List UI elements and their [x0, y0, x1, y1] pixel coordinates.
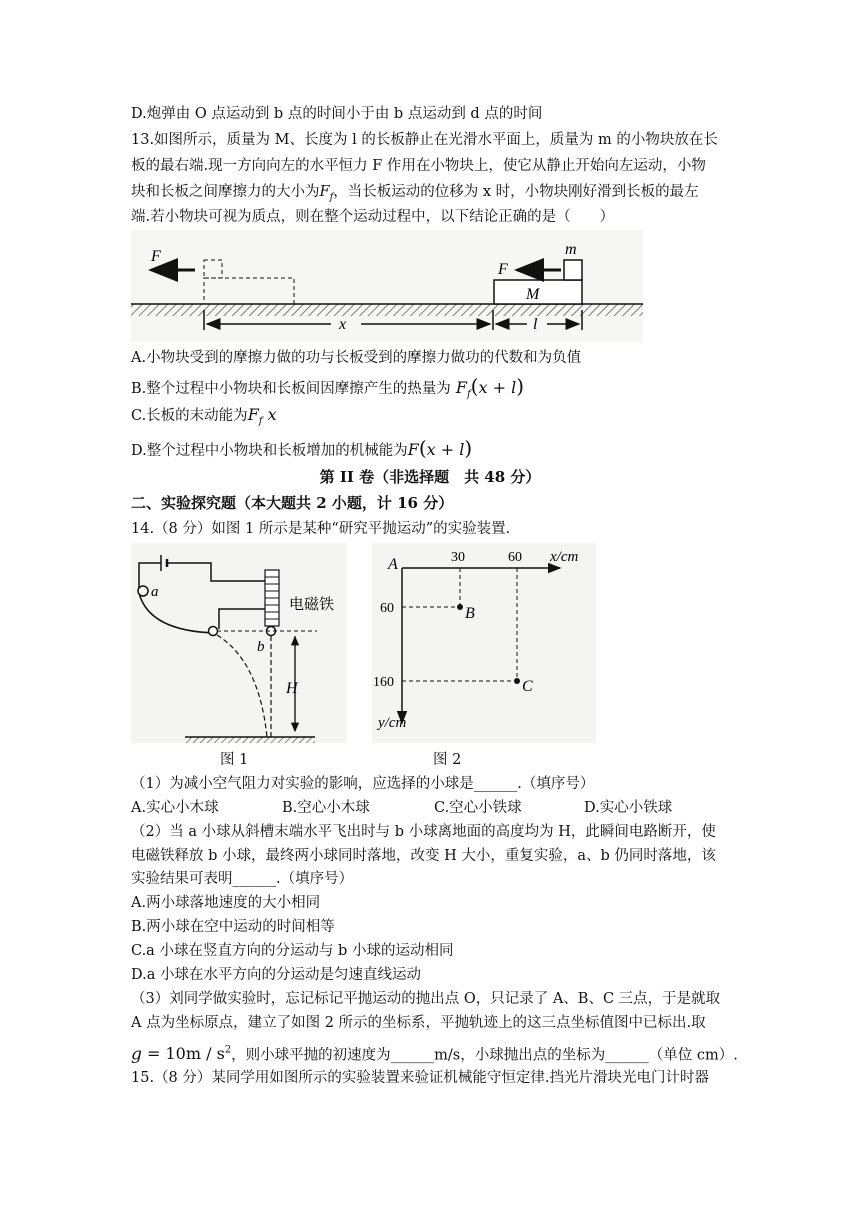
q14-part2-line2: 电磁铁释放 b 小球，最终两小球同时落地，改变 H 大小，重复实验，a、b 仍同时落地，该	[131, 848, 716, 864]
q14-p2-opt-b: B.两小球在空中运动的时间相等	[131, 919, 335, 935]
x-tick-30: 30	[451, 550, 465, 565]
q13-option-a: A.小物块受到的摩擦力做的功与长板受到的摩擦力做功的代数和为负值	[131, 350, 582, 366]
q13-block-board-figure	[131, 230, 643, 342]
fig2-coordinate-plot	[372, 543, 596, 743]
q14-part3-line3-text: ，则小球平抛的初速度为______m/s，小球抛出点的坐标为______（单位 cm）.	[231, 1047, 738, 1064]
q13-stem-line3b: ，当长板运动的位移为 x 时，小物块刚好滑到长板的最左	[333, 184, 699, 200]
point-b	[457, 604, 463, 610]
q14-part2-line1: （2）当 a 小球从斜槽末端水平飞出时与 b 小球离地面的高度均为 H，此瞬间电路断开，使	[131, 824, 716, 840]
friction-symbol: $F_f$	[319, 184, 334, 203]
y-axis-label: y/cm	[378, 715, 407, 731]
option-c-formula: $F_f$ x	[247, 405, 277, 428]
q14-p2-opt-d: D.a 小球在水平方向的分运动是匀速直线运动	[131, 967, 421, 983]
force-label-right: F	[498, 261, 508, 278]
length-label: l	[533, 316, 538, 333]
q14-p2-opt-a: A.两小球落地速度的大小相同	[131, 895, 321, 911]
q13-option-d	[131, 436, 472, 463]
height-label: H	[286, 680, 298, 697]
option-b-formula: $F_f(x + l)$	[450, 374, 524, 401]
q14-p1-opt-a: A.实心小木球	[131, 800, 219, 816]
ground-surface	[131, 304, 643, 316]
q13-option-b-text: B.整个过程中小物块和长板间因摩擦产生的热量为	[131, 381, 451, 397]
small-block	[564, 260, 582, 280]
x-axis-label: x/cm	[550, 549, 579, 565]
y-tick-160: 160	[373, 675, 394, 690]
force-label-left: F	[151, 248, 161, 265]
q14-p2-opt-c: C.a 小球在竖直方向的分运动与 b 小球的运动相同	[131, 943, 454, 959]
q14-stem: 14.（8 分）如图 1 所示是某种“研究平抛运动”的实验装置.	[131, 521, 511, 537]
block-mass-label: m	[565, 241, 577, 258]
q13-stem-line2: 板的最右端.现一方向向左的水平恒力 F 作用在小物块上，使它从静止开始向左运动，小物	[131, 158, 706, 174]
q13-option-c-text: C.长板的末动能为	[131, 408, 248, 424]
q13-stem-line1: 13.如图所示，质量为 M、长度为 l 的长板静止在光滑水平面上，质量为 m 的小物块放在长	[131, 132, 718, 148]
board-mass-label: M	[526, 286, 540, 303]
fig2-caption: 图 2	[433, 752, 462, 768]
q14-part1: （1）为减小空气阻力对实验的影响，应选择的小球是______.（填序号）	[131, 776, 595, 792]
x-tick-60: 60	[508, 550, 522, 565]
q13-option-d-text: D.整个过程中小物块和长板增加的机械能为	[131, 443, 408, 459]
electromagnet-label: 电磁铁	[289, 595, 335, 613]
q14-part2-line3: 实验结果可表明______.（填序号）	[131, 871, 354, 887]
displacement-label: x	[339, 316, 347, 333]
q14-part3-line3: $g = 10m / s^2$，则小球平抛的初速度为______m/s，小球抛出点的坐标为______（单位 cm）.	[131, 1044, 738, 1065]
point-c	[514, 678, 520, 684]
q13-option-b	[131, 374, 524, 407]
ball-a	[138, 586, 148, 596]
q14-p1-opt-d: D.实心小铁球	[584, 800, 673, 816]
gravity-formula: g	[131, 1044, 142, 1065]
point-a-label: A	[388, 556, 398, 573]
q14-p1-opt-b: B.空心小木球	[282, 800, 370, 816]
option-d-formula: F(x + l)	[407, 436, 473, 460]
q13-stem-line4: 端.若小物块可视为质点，则在整个运动过程中，以下结论正确的是（ ）	[131, 209, 615, 225]
part2-title: 第 II 卷（非选择题 共 48 分）	[319, 468, 541, 486]
q14-part3-line1: （3）刘同学做实验时，忘记标记平抛运动的抛出点 O，只记录了 A、B、C 三点，于是就取	[131, 991, 721, 1007]
q14-p1-opt-c: C.空心小铁球	[434, 800, 522, 816]
q13-stem-line3	[131, 182, 699, 208]
q12-option-d: D.炮弹由 O 点运动到 b 点的时间小于由 b 点运动到 d 点的时间	[131, 106, 543, 122]
fig1-caption: 图 1	[220, 752, 249, 768]
point-c-label: C	[522, 678, 533, 695]
q13-option-c	[131, 405, 277, 432]
section-heading: 二、实验探究题（本大题共 2 小题，计 16 分）	[131, 494, 454, 512]
q15-stem: 15.（8 分）某同学用如图所示的实验装置来验证机械能守恒定律.挡光片滑块光电门计时器	[131, 1070, 709, 1086]
fig1-apparatus	[131, 543, 347, 743]
point-b-label: B	[465, 605, 475, 622]
ball-a-label: a	[151, 584, 159, 600]
ball-b-label: b	[257, 639, 265, 655]
ball-a-at-edge	[209, 627, 218, 636]
q13-stem-line3a: 块和长板之间摩擦力的大小为	[131, 184, 320, 200]
q14-part3-line2: A 点为坐标原点，建立了如图 2 所示的坐标系，平抛轨迹上的这三点坐标值图中已标出.取	[131, 1015, 706, 1031]
y-tick-60: 60	[380, 601, 394, 616]
